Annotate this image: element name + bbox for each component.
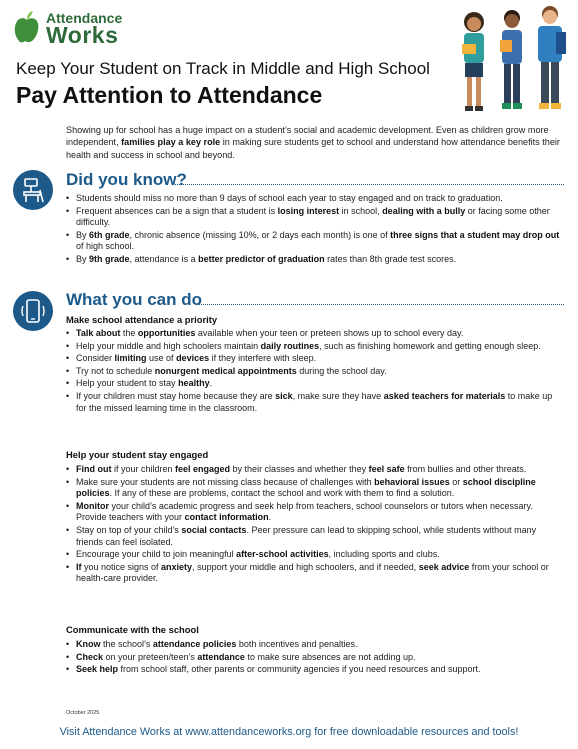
apple-leaf-icon [12,10,42,44]
list-item: • Students should miss no more than 9 days of school each year to stay engaged and on track to graduation. [66,193,564,205]
list-item: • Monitor your child’s academic progress and seek help from teachers, school counselors or tutors when necessary. Provide teachers with your contact information. [66,501,564,524]
list-item: • Help your student to stay healthy. [66,378,564,390]
list-item: • Find out if your children feel engaged by their classes and whether they feel safe from bullies and other threats. [66,464,564,476]
list-item: • Consider limiting use of devices if they interfere with sleep. [66,353,564,365]
did-you-know-list [66,193,564,267]
list-item: • Encourage your child to join meaningful after-school activities, including sports and clubs. [66,549,564,561]
page-title: Pay Attention to Attendance [16,82,323,108]
students-illustration [452,2,576,114]
list-item: • Talk about the opportunities available when your teen or preteen shows up to school every day. [66,328,564,340]
what-you-can-do-badge [13,291,53,331]
list-item: • Frequent absences can be a sign that a student is losing interest in school, dealing with a bully or facing some other difficulty. [66,206,564,229]
page-subtitle: Keep Your Student on Track in Middle and High School [16,59,430,78]
list-item: • If your children must stay home because they are sick, make sure they have asked teachers for materials to make up for the missed learning time in the classroom. [66,391,564,414]
list-item: • Try not to schedule nonurgent medical appointments during the school day. [66,366,564,378]
section-divider [196,304,564,306]
group-title-engaged: Help your student stay engaged [66,449,209,460]
logo-text-bottom: Works [46,22,119,48]
phone-icon [13,291,53,331]
list-item: • Stay on top of your child’s social contacts. Peer pressure can lead to skipping school, while students without many friends can feel isolated. [66,525,564,548]
publication-date: October 2025 [66,710,100,716]
list-item: • If you notice signs of anxiety, support your middle and high schoolers, and if needed, seek advice from your school or health-care provider. [66,562,564,585]
group-title-communicate: Communicate with the school [66,624,199,635]
list-item: • By 9th grade, attendance is a better predictor of graduation rates than 8th grade test scores. [66,254,564,266]
list-item: • Seek help from school staff, other parents or community agencies if you need resources and support. [66,664,564,676]
engaged-list [66,464,564,586]
school-desk-icon [13,170,53,210]
section-divider [172,184,564,186]
communicate-list [66,639,564,677]
list-item: • Know the school’s attendance policies both incentives and penalties. [66,639,564,651]
did-you-know-heading: Did you know? [66,170,187,189]
intro-paragraph: Showing up for school has a huge impact on a student’s social and academic development. Even as children grow more independent, families play a key role in making sure students get to school and understand how attendance benefits their health and success in school and beyond. [66,125,560,160]
list-item: • By 6th grade, chronic absence (missing 10%, or 2 days each month) is one of three signs that a student may drop out of high school. [66,230,564,253]
what-you-can-do-heading: What you can do [66,290,202,309]
list-item: • Help your middle and high schoolers maintain daily routines, such as finishing homework and getting enough sleep. [66,341,564,353]
group-title-priority: Make school attendance a priority [66,314,218,325]
attendance-works-logo [12,4,142,52]
did-you-know-badge [13,170,53,210]
priority-list [66,328,564,415]
list-item: • Make sure your students are not missing class because of challenges with behavioral issues or school discipline policies. If any of these are problems, contact the school and work with them to find a solution. [66,477,564,500]
list-item: • Check on your preteen/teen’s attendance to make sure absences are not adding up. [66,652,564,664]
logo-text-top: Attendance [46,10,123,26]
footer-link-text[interactable]: Visit Attendance Works at www.attendanceworks.org for free downloadable resources and tools! [59,726,519,738]
